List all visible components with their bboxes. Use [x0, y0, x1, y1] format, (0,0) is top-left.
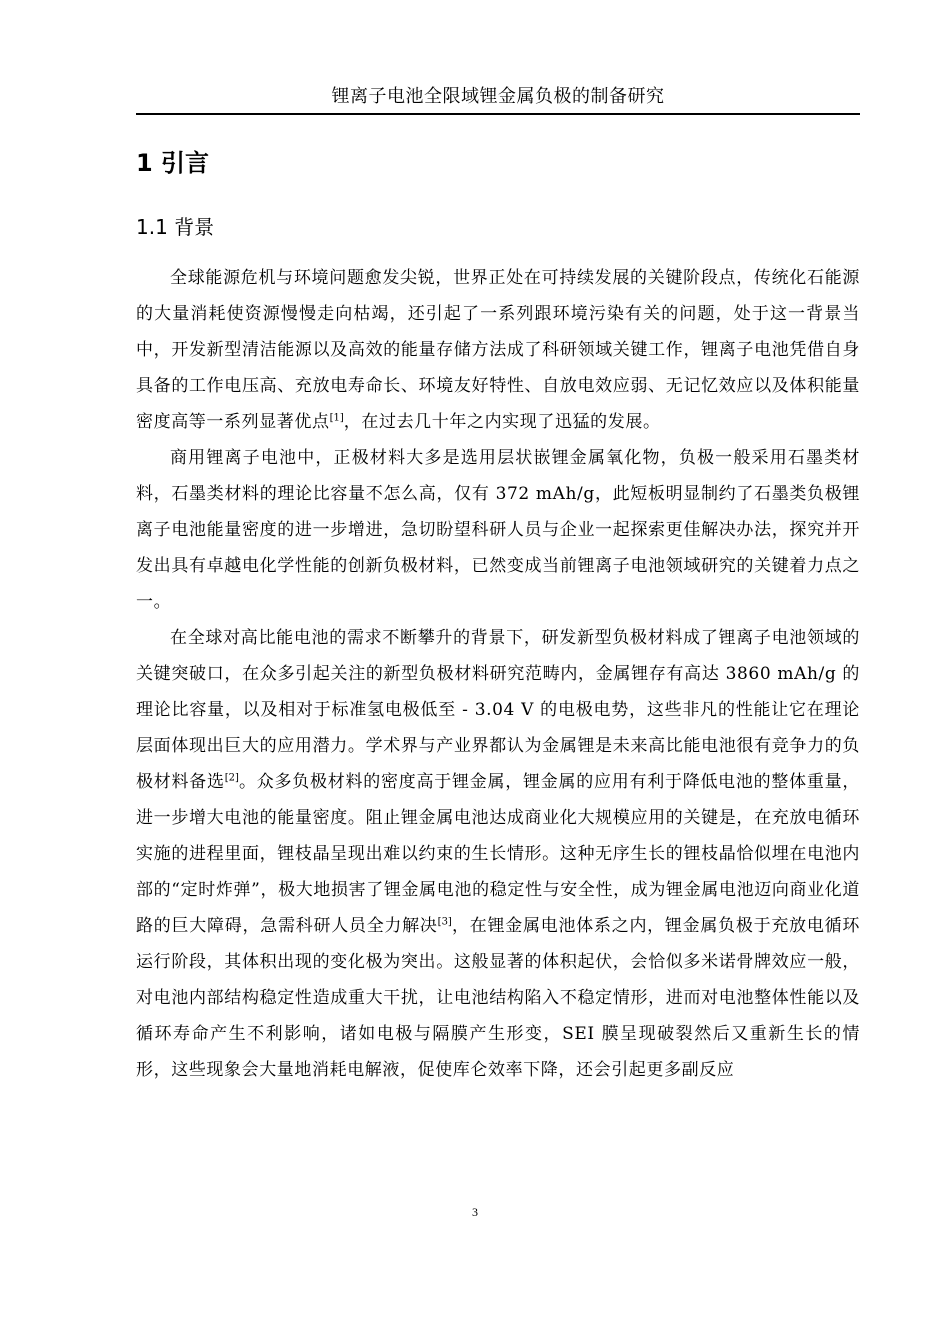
paragraph-text: 商用锂离子电池中，正极材料大多是选用层状嵌锂金属氧化物，负极一般采用石墨类材料，石墨类材料的理论比容量不怎么高，仅有 372 mAh/g，此短板明显制约了石墨类负极锂离子电池能量密度的进一步增进，急切盼望科研人员与企业一起探索更佳解决办法，探究并开发出具有卓越电化学性能的创新负极材料，已然变成当前锂离子电池领域研究的关键着力点之一。 — [136, 448, 860, 612]
section-heading: 1.1 背景 — [136, 215, 215, 239]
paragraph-text: 在全球对高比能电池的需求不断攀升的背景下，研发新型负极材料成了锂离子电池领域的关键突破口，在众多引起关注的新型负极材料研究范畴内，金属锂存有高达 3860 mAh/g 的理论比容量，以及相对于标准氢电极低至 - 3.04 V 的电极电势，这些非凡的性能让它在理论层面体现出巨大的应用潜力。学术界与产业界都认为金属锂是未来高比能电池很有竞争力的负极材料备选 — [136, 628, 860, 792]
paragraph-text: ，在过去几十年之内实现了迅猛的发展。 — [343, 412, 661, 432]
citation: [3] — [437, 916, 452, 928]
body-text — [136, 260, 860, 1088]
header-rule — [136, 113, 860, 115]
paragraph-text: 。众多负极材料的密度高于锂金属，锂金属的应用有利于降低电池的整体重量，进一步增大电池的能量密度。阻止锂金属电池达成商业化大规模应用的关键是，在充放电循环实施的进程里面，锂枝晶呈现出难以约束的生长情形。这种无序生长的锂枝晶恰似埋在电池内部的“定时炸弹”，极大地损害了锂金属电池的稳定性与安全性，成为锂金属电池迈向商业化道路的巨大障碍，急需科研人员全力解决 — [136, 772, 861, 936]
paragraph-2 — [136, 440, 860, 620]
citation: [1] — [329, 412, 344, 424]
paragraph-3 — [136, 620, 860, 1088]
running-header: 锂离子电池全限域锂金属负极的制备研究 — [331, 86, 665, 107]
chapter-heading: 1 引言 — [136, 149, 210, 177]
citation: [2] — [224, 772, 239, 784]
paragraph-1 — [136, 260, 860, 440]
paragraph-text: ，在锂金属电池体系之内，锂金属负极于充放电循环运行阶段，其体积出现的变化极为突出。这般显著的体积起伏，会恰似多米诺骨牌效应一般，对电池内部结构稳定性造成重大干扰，让电池结构陷入不稳定情形，进而对电池整体性能以及循环寿命产生不利影响，诸如电极与隔膜产生形变，SEI 膜呈现破裂然后又重新生长的情形，这些现象会大量地消耗电解液，促使库仑效率下降，还会引起更多副反应 — [136, 916, 860, 1080]
page-number: 3 — [472, 1205, 478, 1219]
paragraph-text: 全球能源危机与环境问题愈发尖锐，世界正处在可持续发展的关键阶段点，传统化石能源的大量消耗使资源慢慢走向枯竭，还引起了一系列跟环境污染有关的问题，处于这一背景当中，开发新型清洁能源以及高效的能量存储方法成了科研领域关键工作，锂离子电池凭借自身具备的工作电压高、充放电寿命长、环境友好特性、自放电效应弱、无记忆效应以及体积能量密度高等一系列显著优点 — [136, 268, 860, 432]
